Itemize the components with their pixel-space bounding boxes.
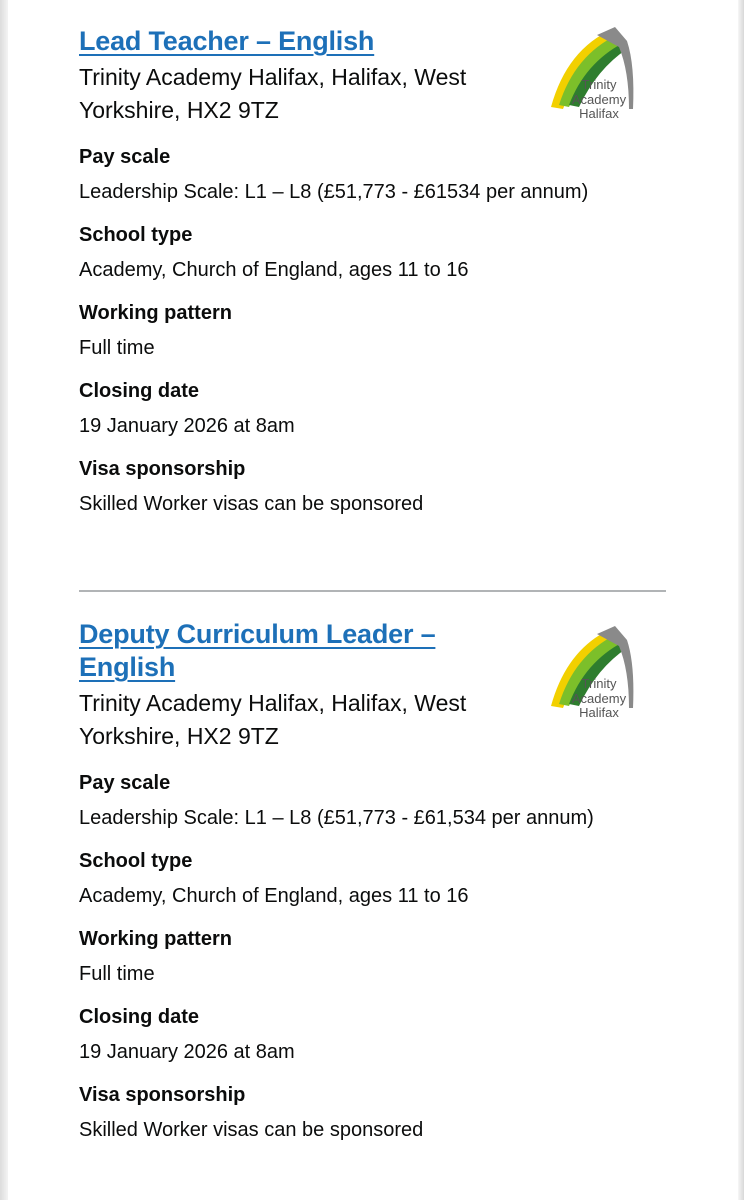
svg-text:Academy: Academy: [571, 691, 627, 706]
school-type-label: School type: [79, 850, 193, 872]
svg-text:Halifax: Halifax: [579, 705, 619, 720]
school-type-value: Academy, Church of England, ages 11 to 16: [79, 259, 469, 281]
svg-text:Halifax: Halifax: [579, 106, 619, 121]
pay-scale-label: Pay scale: [79, 772, 171, 794]
pay-scale-value: Leadership Scale: L1 – L8 (£51,773 - £61534 per annum): [79, 181, 589, 203]
screen-frame-right: [738, 0, 744, 1200]
closing-date-label: Closing date: [79, 1006, 200, 1028]
pay-scale-field: [79, 144, 669, 205]
job-location: Trinity Academy Halifax, Halifax, West Yorkshire, HX2 9TZ: [79, 690, 467, 749]
visa-sponsorship-label: Visa sponsorship: [79, 1084, 246, 1106]
visa-sponsorship-label: Visa sponsorship: [79, 458, 246, 480]
working-pattern-value: Full time: [79, 963, 155, 985]
svg-text:Academy: Academy: [571, 92, 627, 107]
pay-scale-label: Pay scale: [79, 146, 171, 168]
visa-sponsorship-value: Skilled Worker visas can be sponsored: [79, 1119, 424, 1141]
working-pattern-label: Working pattern: [79, 302, 232, 324]
working-pattern-value: Full time: [79, 337, 155, 359]
closing-date-value: 19 January 2026 at 8am: [79, 415, 295, 437]
school-type-field: [79, 222, 669, 283]
visa-sponsorship-value: Skilled Worker visas can be sponsored: [79, 493, 424, 515]
closing-date-label: Closing date: [79, 380, 200, 402]
visa-sponsorship-field: [79, 456, 669, 517]
school-type-field: [79, 848, 669, 909]
pay-scale-value: Leadership Scale: L1 – L8 (£51,773 - £61,534 per annum): [79, 807, 594, 829]
school-type-value: Academy, Church of England, ages 11 to 16: [79, 885, 469, 907]
working-pattern-field: [79, 300, 669, 361]
job-location: Trinity Academy Halifax, Halifax, West Yorkshire, HX2 9TZ: [79, 64, 467, 123]
screen-frame-left: [0, 0, 8, 1200]
job-title-link[interactable]: Deputy Curriculum Leader – English: [79, 619, 436, 682]
job-listing: [79, 618, 669, 1143]
listing-divider: [79, 590, 666, 592]
school-logo: [539, 624, 639, 724]
closing-date-value: 19 January 2026 at 8am: [79, 1041, 295, 1063]
closing-date-field: [79, 1004, 669, 1065]
working-pattern-label: Working pattern: [79, 928, 232, 950]
job-listing: [79, 25, 669, 517]
school-type-label: School type: [79, 224, 193, 246]
job-title-link[interactable]: Lead Teacher – English: [79, 26, 375, 56]
pay-scale-field: [79, 770, 669, 831]
closing-date-field: [79, 378, 669, 439]
school-logo: [539, 25, 639, 125]
visa-sponsorship-field: [79, 1082, 669, 1143]
svg-text:Trinity: Trinity: [581, 676, 617, 691]
svg-text:Trinity: Trinity: [581, 77, 617, 92]
working-pattern-field: [79, 926, 669, 987]
